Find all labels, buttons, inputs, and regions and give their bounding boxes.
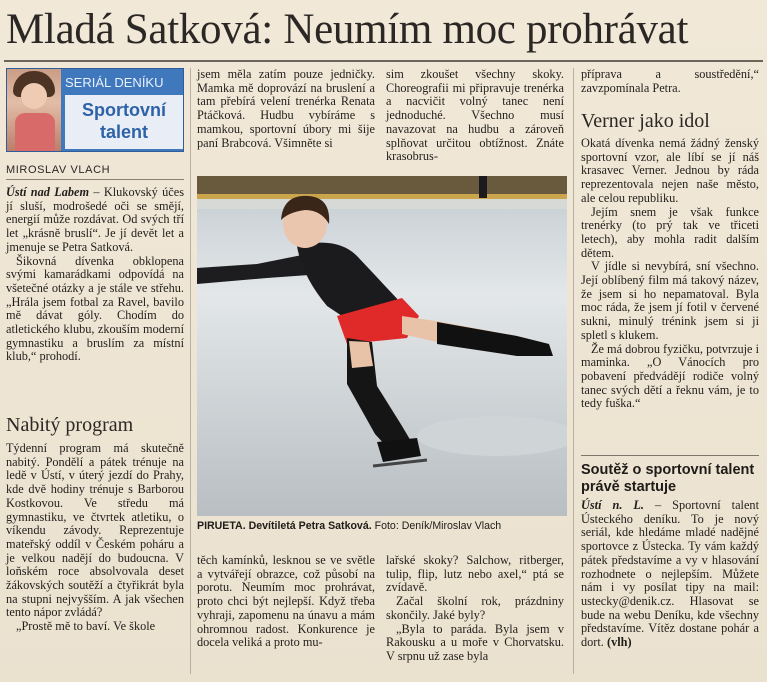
series-banner	[6, 68, 184, 152]
girl-portrait-icon	[7, 69, 61, 152]
headline: Mladá Satková: Neumím moc prohrávat	[6, 6, 689, 53]
paragraph: sim zkoušet všechny skoky. Choreografii mi připravuje trenérka a nacvičit volný tanec není jednoduché. Všechno musí navazovat na hudbu a zároveň splňovat určitou obtížnost. Znáte krasobrus-	[386, 67, 564, 164]
column-2-bottom	[197, 554, 375, 650]
contest-box-headline: Soutěž o sportovní talent právě startuje	[581, 462, 755, 495]
column-divider	[573, 68, 574, 674]
subhead-nabity-program: Nabitý program	[6, 414, 134, 436]
series-title-line1: Sportovní	[82, 100, 166, 120]
column-1-bottom	[6, 442, 184, 634]
paragraph: Týdenní program má skutečně nabitý. Pondělí a pátek trénuje na ledě v Ústí, v úterý jezdí do Prahy, kde dvě hodiny trénuje s Barborou Kostkovou. Ve středu má gymnastiku, ve čtvrtek atletiku, o víkendu závody. Reprezentuje mateřský oddíl v Českém poháru a je velkou nadějí do budoucna. V loňském roce absolvovala deset žákovských soutěží a čtyřikrát byla na stupni nejvyšším. A jak všechen tento nápor zvládá?	[6, 441, 184, 620]
skater-photo-icon	[197, 176, 567, 516]
subhead-verner: Verner jako idol	[581, 110, 710, 132]
paragraph: Ústí n. L. – Sportovní talent Ústeckého deníku. To je nový seriál, kde hledáme mladé nadějné sportovce z Ústecka. Ty vám každý pátek představíme a vy v hlasování rozhodnete o nejlepším. Můžete nám i vy posílat tipy na mail: ustecky@denik.cz. Hlasovat se bude na webu Deníku, kde všechny představíme. Vítěz dostane pohár a dort. (vlh)	[581, 498, 759, 650]
column-2-top	[197, 68, 375, 150]
column-3-bottom	[386, 554, 564, 664]
paragraph: jsem měla zatím pouze jedničky. Mamka mě doprovází na bruslení a tam přebírá velení trenérka Renata Ptáčková. Hudbu vybíráme s mamkou, sportovní úbory mi šije paní Brabcová. Všimněte si	[197, 67, 375, 150]
paragraph: „Byla to paráda. Byla jsem v Rakousku a u moře v Chorvatsku. V srpnu už zase byla	[386, 621, 564, 663]
box-rule	[581, 455, 759, 456]
column-1-top	[6, 186, 184, 364]
paragraph: Ústí nad Labem – Klukovský účes jí sluší, modrošedé oči se smějí, energií může rozdávat. Od svých tří let „krásně bruslí“. Je jí devět let a jmenuje se Petra Satková.	[6, 185, 184, 254]
series-title-line2: talent	[99, 122, 148, 142]
caption-title: PIRUETA. Devítiletá Petra Satková.	[197, 520, 372, 532]
column-4-top	[581, 68, 759, 95]
series-title	[65, 95, 183, 149]
column-4-body	[581, 137, 759, 411]
author-sign: (vlh)	[606, 635, 632, 650]
caption-credit: Foto: Deník/Miroslav Vlach	[371, 520, 502, 532]
paragraph: Začal školní rok, prázdniny skončily. Jaké byly?	[386, 594, 564, 622]
paragraph: těch kamínků, lesknou se ve světle a vytvářejí obrazce, což působí na porotu. Neumím moc prohrávat, proto chci být nejlepší. Když třeba vyhraji, zapomenu na únavu a mám ohromnou radost. Konkurence je docela veliká a proto mu-	[197, 553, 375, 650]
column-3-top	[386, 68, 564, 164]
contest-box-body	[581, 499, 759, 650]
paragraph: Že má dobrou fyzičku, potvrzuje i maminka. „O Vánocích pro pobavení předvádějí rodiče volný tanec svých dětí a řeknu vám, je to tedy fuška.“	[581, 341, 760, 411]
photo-caption	[197, 520, 567, 532]
paragraph: V jídle si nevybírá, sní všechno. Její oblíbený film má takový název, že jsem si ho nepamatoval. Byla moc ráda, že jsem jí fotil v červené sukni, minulý trénink jsem si ji spletl s klukem.	[581, 259, 759, 342]
paragraph: Šikovná dívenka obklopena svými kamarádkami odpovídá na všetečné otázky a je stále ve střehu. „Hrála jsem fotbal za Ravel, bavilo mě dávat góly. Chodím do atletického klubu, zkouším moderní gymnastiku a bruslím za místní klub,“ prohodí.	[6, 253, 184, 364]
paragraph: lařské skoky? Salchow, ritberger, tulip, flip, lutz nebo axel,“ ptá se zvídavě.	[386, 553, 564, 595]
dateline: Ústí n. L.	[581, 498, 645, 512]
skater-photo	[197, 176, 567, 516]
paragraph: příprava a soustředění,“ zavzpomínala Petra.	[581, 67, 759, 95]
paragraph: „Prostě mě to baví. Ve škole	[16, 619, 156, 634]
series-label: SERIÁL DENÍKU	[65, 75, 164, 90]
paragraph: Okatá dívenka nemá žádný ženský sportovní vzor, ale líbí se jí náš krasavec Verner. Jednou by ráda reprezentovala nejen naše město, ale celou republiku.	[581, 136, 759, 205]
column-divider	[190, 68, 191, 674]
paragraph: Jejím snem je však funkce trenérky (to prý tak ve třiceti letech), aby mohla radit dalším dětem.	[581, 204, 759, 260]
byline: MIROSLAV VLACH	[6, 164, 184, 180]
headline-rule	[4, 60, 763, 62]
dateline: Ústí nad Labem	[6, 185, 90, 199]
